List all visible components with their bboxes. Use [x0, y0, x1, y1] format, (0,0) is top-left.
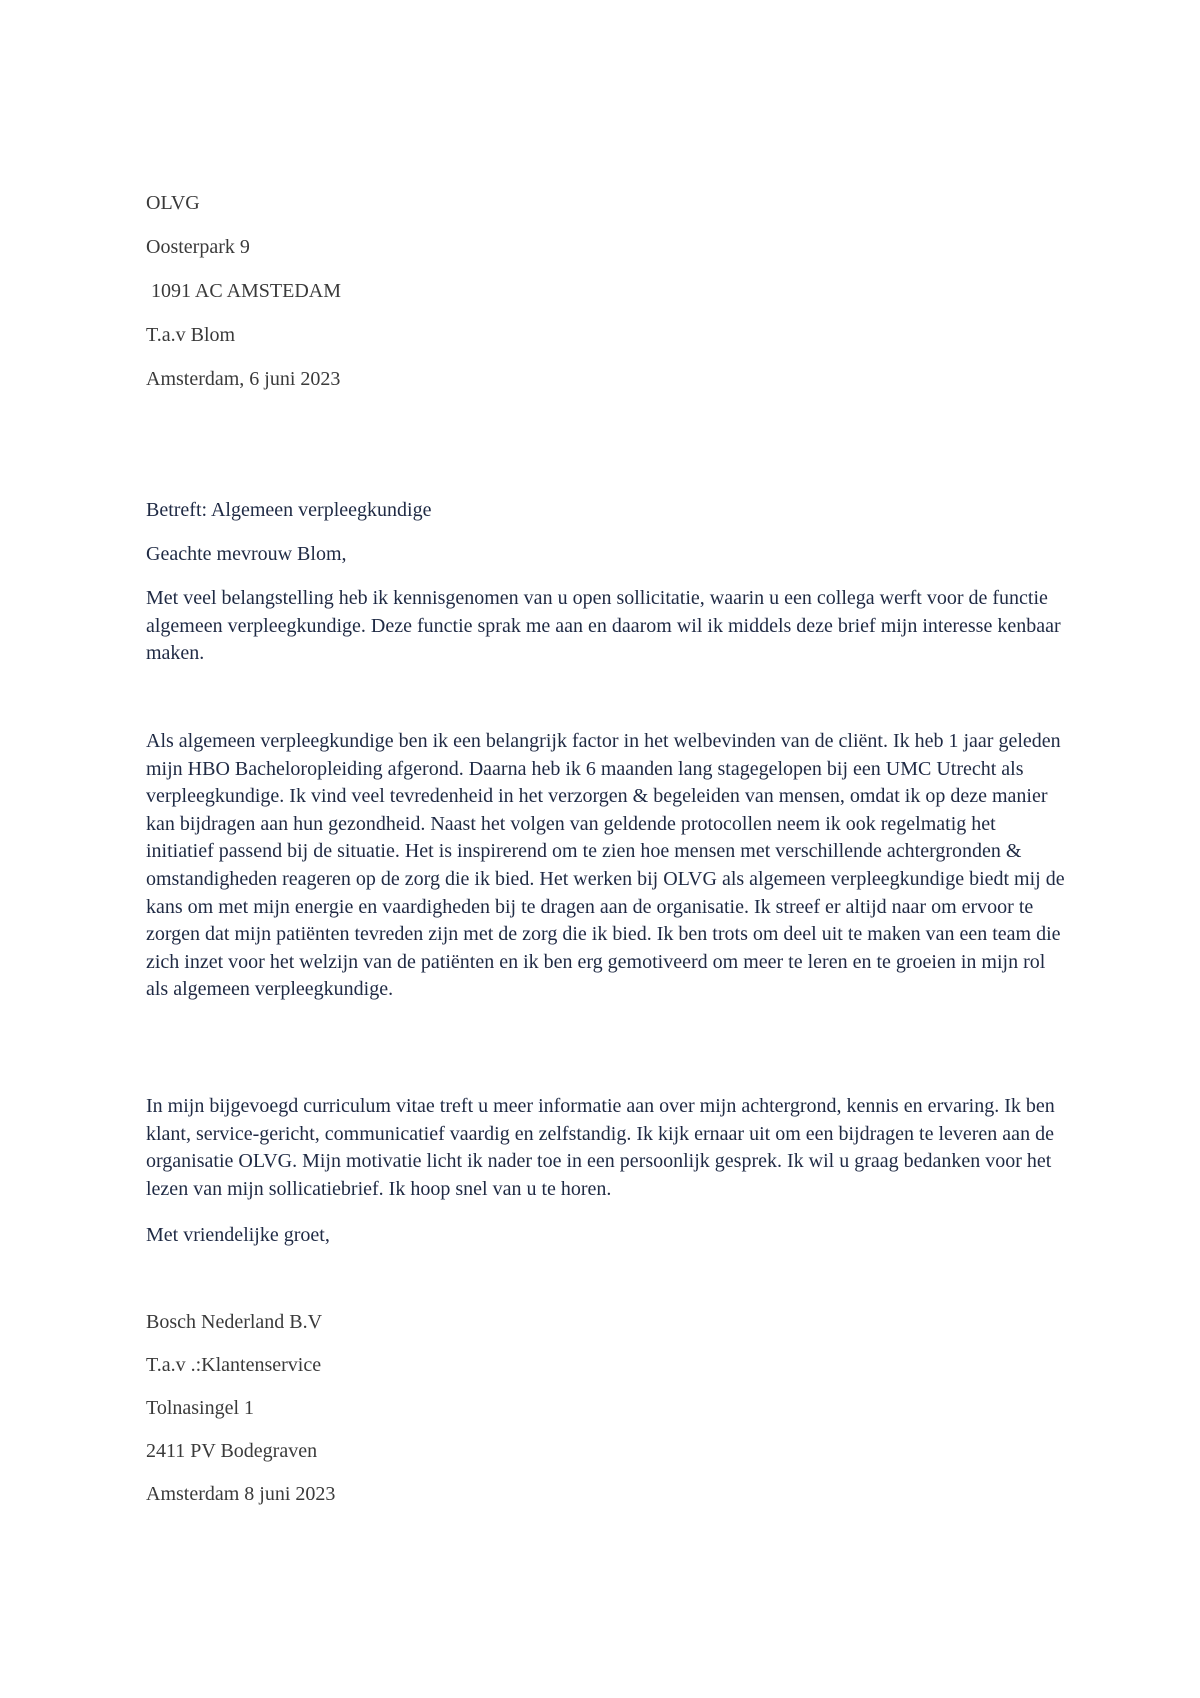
letter-paragraph-2: Als algemeen verpleegkundige ben ik een belangrijk factor in het welbevinden van de cliënt. Ik heb 1 jaar geleden mijn HBO Bacheloropleiding afgerond. Daarna heb ik 6 maanden lang stagegelopen bij een UMC Utrecht als verpleegkundige. Ik vind veel tevredenheid in het verzorgen & begeleiden van mensen, omdat ik op deze manier kan bijdragen aan hun gezondheid. Naast het volgen van geldende protocollen neem ik ook regelmatig het initiatief passend bij de situatie. Het is inspirerend om te zien hoe mensen met verschillende achtergronden & omstandigheden reageren op de zorg die ik bied. Het werken bij OLVG als algemeen verpleegkundige biedt mij de kans om met mijn energie en vaardigheden bij te dragen aan de organisatie. Ik streef er altijd naar om ervoor te zorgen dat mijn patiënten tevreden zijn met de zorg die ik bied. Ik ben trots om deel uit te maken van een team die zich inzet voor het welzijn van de patiënten en ik ben erg gemotiveerd om meer te leren en te groeien in mijn rol als algemeen verpleegkundige. [146, 730, 1065, 1001]
recipient-street: Oosterpark 9 [146, 236, 250, 258]
letter-salutation: Geachte mevrouw Blom, [146, 543, 347, 565]
letter-subject: Betreft: Algemeen verpleegkundige [146, 499, 432, 521]
second-address-place-date: Amsterdam 8 juni 2023 [146, 1483, 336, 1505]
second-address-attention: T.a.v .:Klantenservice [146, 1354, 322, 1376]
recipient-org: OLVG [146, 192, 200, 214]
recipient-attention: T.a.v Blom [146, 324, 236, 346]
recipient-postal-city: 1091 AC AMSTEDAM [146, 280, 342, 302]
recipient-place-date: Amsterdam, 6 juni 2023 [146, 368, 341, 390]
letter-paragraph-3: In mijn bijgevoegd curriculum vitae treft u meer informatie aan over mijn achtergrond, kennis en ervaring. Ik ben klant, service-gericht, communicatief vaardig en zelfstandig. Ik kijk ernaar uit om een bijdragen te leveren aan de organisatie OLVG. Mijn motivatie licht ik nader toe in een persoonlijk gesprek. Ik wil u graag bedanken voor het lezen van mijn sollicatiebrief. Ik hoop snel van u te horen. [146, 1095, 1055, 1200]
second-address-street: Tolnasingel 1 [146, 1397, 255, 1419]
letter-closing: Met vriendelijke groet, [146, 1224, 330, 1246]
second-address-org: Bosch Nederland B.V [146, 1311, 323, 1333]
second-address-postal-city: 2411 PV Bodegraven [146, 1440, 318, 1462]
letter-paragraph-1: Met veel belangstelling heb ik kennisgenomen van u open sollicitatie, waarin u een collega werft voor de functie algemeen verpleegkundige. Deze functie sprak me aan en daarom wil ik middels deze brief mijn interesse kenbaar maken. [146, 587, 1061, 665]
